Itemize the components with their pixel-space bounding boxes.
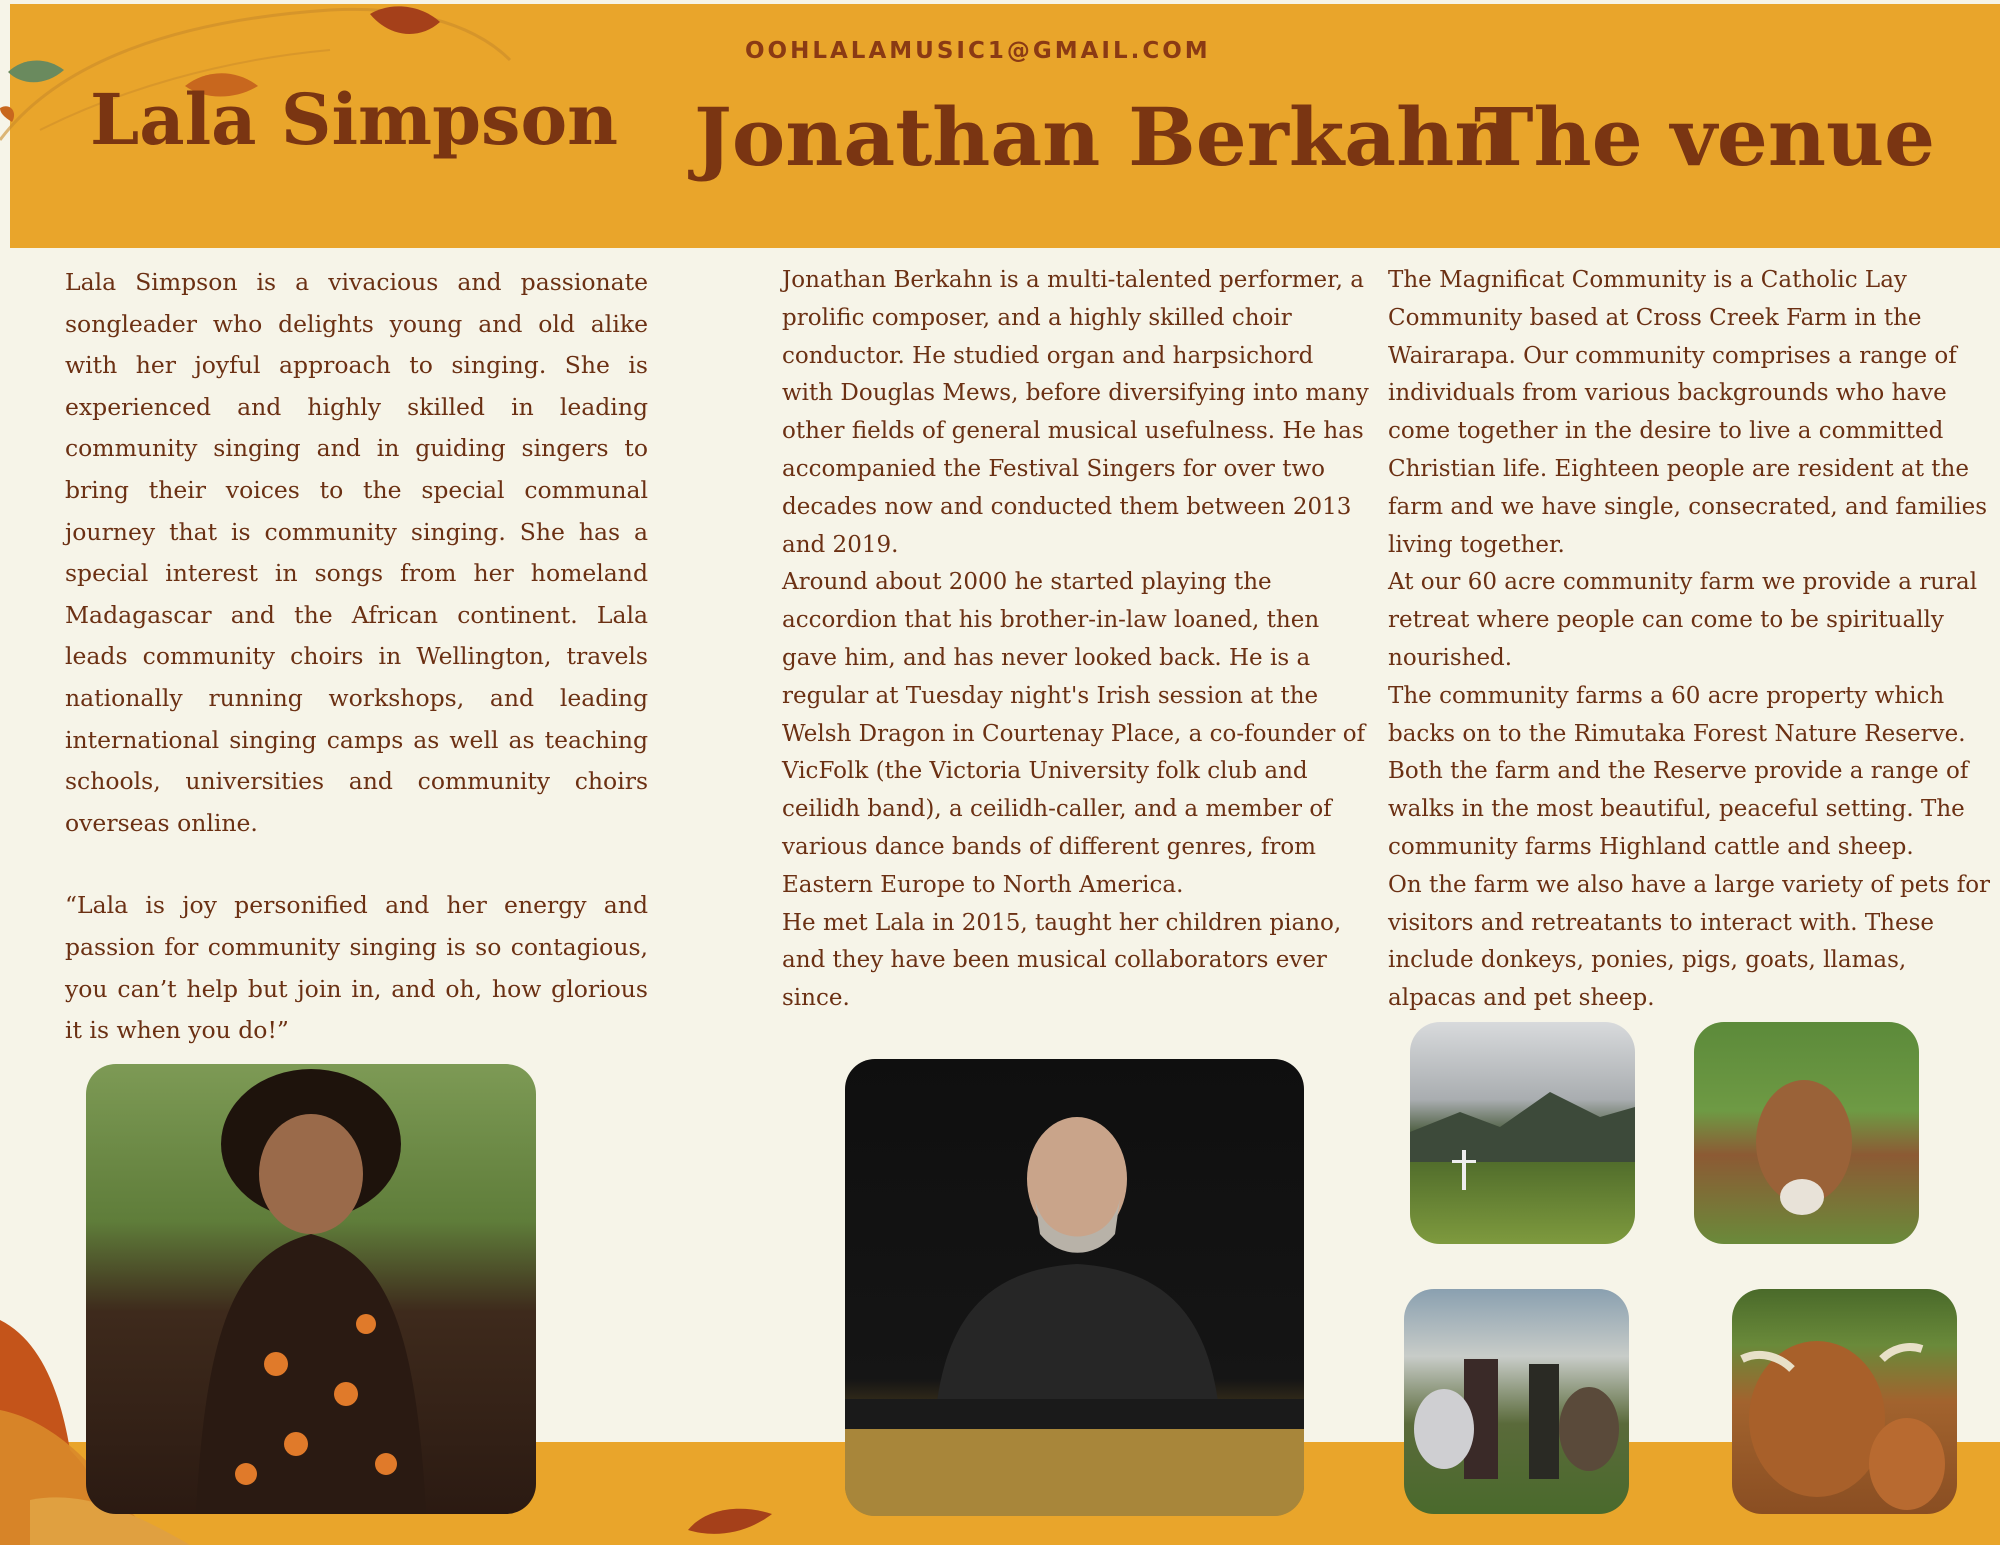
- venue-paragraph: The Magnificat Community is a Catholic Lay Community based at Cross Creek Farm in the Wairarapa. Our community comprises a range of individuals from various backgrounds who have come together in the desire to live a committed Christian life. Eighteen people are resident at the farm and we have single, consecrated, and families living together.: [1388, 267, 1988, 558]
- venue-highland-cattle-photo: [1732, 1289, 1957, 1514]
- venue-donkeys-photo: [1404, 1289, 1629, 1514]
- venue-column: [1388, 262, 1998, 1018]
- jonathan-column: [782, 262, 1370, 1018]
- lala-photo: [86, 1064, 536, 1514]
- jonathan-photo: [845, 1059, 1304, 1516]
- lala-quote: “Lala is joy personified and her energy and passion for community singing is so contagious, you can’t help but join in, and oh, how glorious it is when you do!”: [65, 891, 648, 1045]
- jonathan-bio-paragraph: He met Lala in 2015, taught her children piano, and they have been musical collaborators ever since.: [782, 909, 1342, 1012]
- venue-paragraph: At our 60 acre community farm we provide a rural retreat where people can come to be spiritually nourished.: [1388, 569, 1978, 671]
- title-jonathan-berkahn: Jonathan Berkahn: [694, 90, 1513, 184]
- venue-paragraph: The community farms a 60 acre property which backs on to the Rimutaka Forest Nature Reserve. Both the farm and the Reserve provide a range of walks in the most beautiful, peaceful setting. The community farms Highland cattle and sheep.: [1388, 682, 1969, 860]
- jonathan-bio-paragraph: Around about 2000 he started playing the accordion that his brother-in-law loaned, then gave him, and has never looked back. He is a regular at Tuesday night's Irish session at the Welsh Dragon in Courtenay Place, a co-founder of VicFolk (the Victoria University folk club and ceilidh band), a ceilidh-caller, and a member of various dance bands of different genres, from Eastern Europe to North America.: [782, 569, 1366, 898]
- jonathan-bio-paragraph: Jonathan Berkahn is a multi-talented performer, a prolific composer, and a highly skilled choir conductor. He studied organ and harpsichord with Douglas Mews, before diversifying into many other fields of general musical usefulness. He has accompanied the Festival Singers for over two decades now and conducted them between 2013 and 2019.: [782, 267, 1369, 558]
- venue-goat-photo: [1694, 1022, 1919, 1244]
- venue-paragraph: On the farm we also have a large variety of pets for visitors and retreatants to interact with. These include donkeys, ponies, pigs, goats, llamas, alpacas and pet sheep.: [1388, 871, 1991, 1012]
- lala-bio: Lala Simpson is a vivacious and passionate songleader who delights young and old alike with her joyful approach to singing. She is experienced and highly skilled in leading community singing and in guiding singers to bring their voices to the special communal journey that is community singing. She has a special interest in songs from her homeland Madagascar and the African continent. Lala leads community choirs in Wellington, travels nationally running workshops, and leading international singing camps as well as teaching schools, universities and community choirs overseas online.: [65, 268, 648, 837]
- lala-column: [65, 262, 648, 1052]
- contact-email[interactable]: OOHLALAMUSIC1@GMAIL.COM: [745, 38, 1211, 64]
- venue-landscape-photo: [1410, 1022, 1635, 1244]
- leaf-icon: [686, 1500, 776, 1540]
- title-the-venue: The venue: [1474, 90, 1936, 184]
- title-lala-simpson: Lala Simpson: [90, 78, 619, 161]
